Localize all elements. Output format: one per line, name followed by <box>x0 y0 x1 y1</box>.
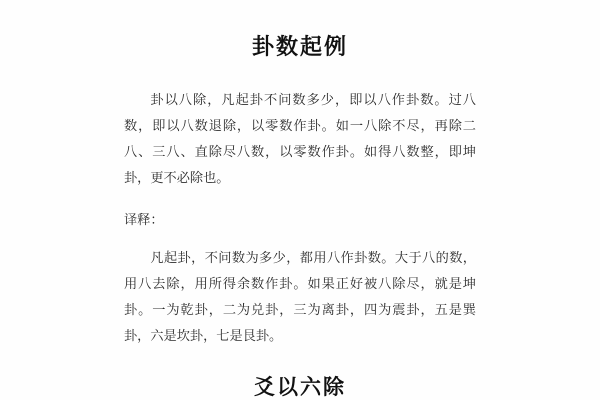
paragraph-note: 凡起卦，不问数为多少，都用八作卦数。大于八的数，用八去除，用所得余数作卦。如果正好被八除尽，就是坤卦。一为乾卦，二为兑卦，三为离卦，四为震卦，五是巽卦，六是坎卦，七是艮卦。 <box>124 250 476 343</box>
document-body <box>124 87 476 349</box>
section-subtitle: 爻以六除 <box>254 375 346 399</box>
note-label: 译释： <box>124 212 164 227</box>
paragraph-main: 卦以八除，凡起卦不问数多少，即以八作卦数。过八数，即以八数退除，以零数作卦。如一八除不尽，再除二八、三八、直除尽八数，以零数作卦。如得八数整，即坤卦，更不必除也。 <box>124 92 476 185</box>
page-title: 卦数起例 <box>251 34 348 59</box>
